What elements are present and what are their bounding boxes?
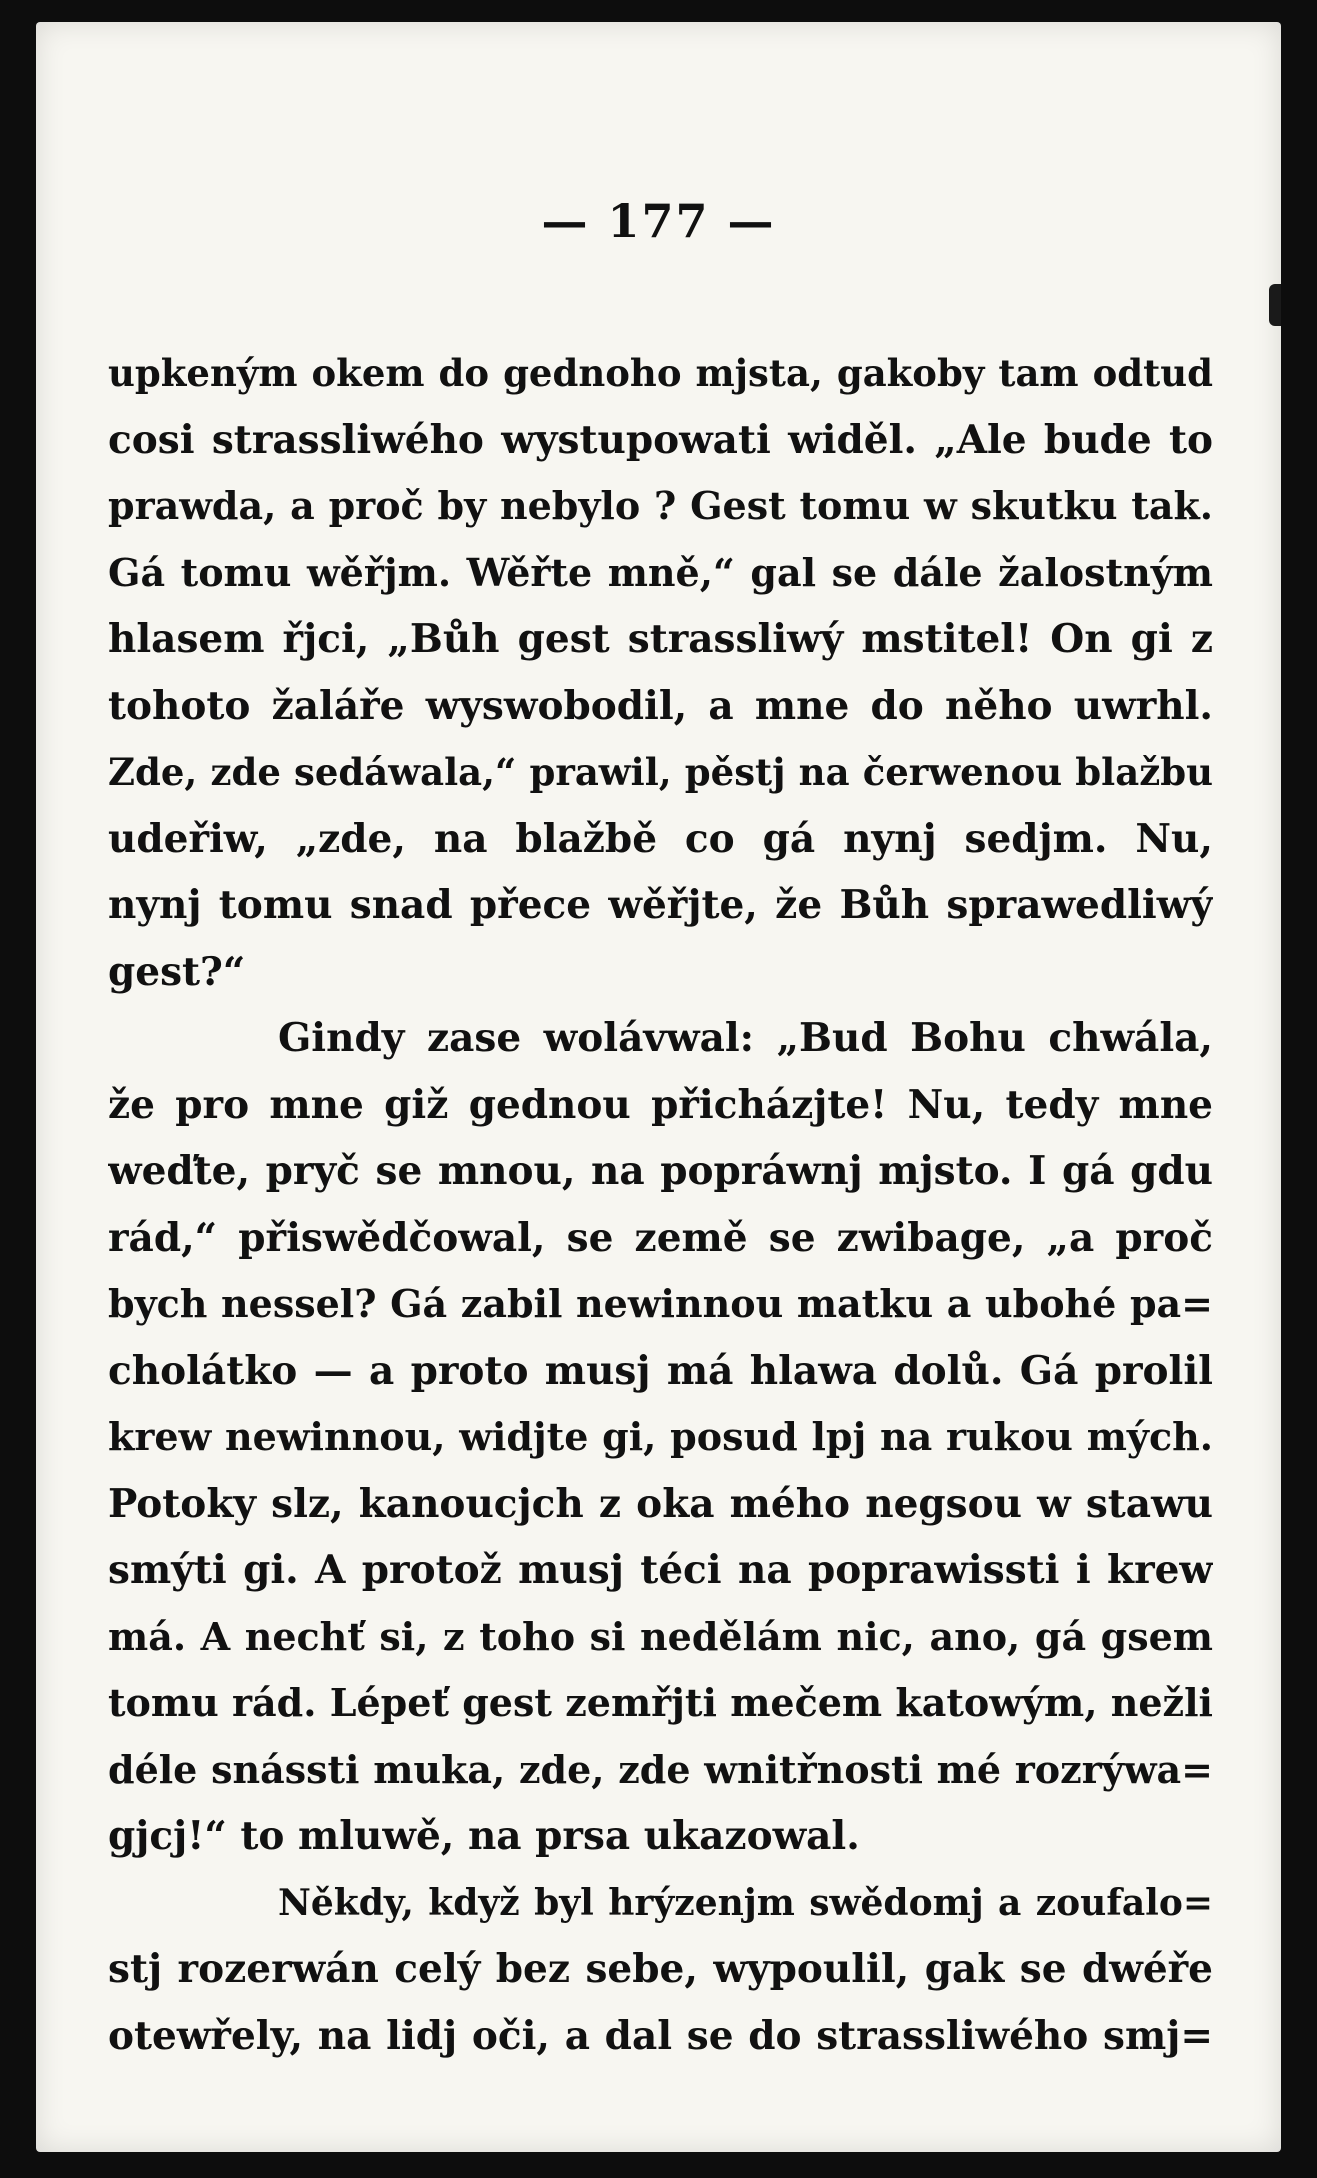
text-line: má. A nechť si, z toho si nedělám nic, ano, gá gsem: [108, 1613, 1213, 1659]
text-line: Zde, zde sedáwala,“ prawil, pěstj na čerwenou blažbu: [108, 750, 1213, 794]
text-line-paragraph-end: gest?“: [108, 948, 246, 995]
text-line: hlasem řjci, „Bůh gest strassliwý mstitel! On gi z: [108, 616, 1213, 662]
text-line-paragraph-end: gjcj!“ to mluwě, na prsa ukazowal.: [108, 1813, 860, 1859]
text-line: že pro mne giž gednou přicházjte! Nu, tedy mne: [108, 1081, 1213, 1128]
text-line: tomu rád. Lépeť gest zemřjti mečem katowým, nežli: [108, 1680, 1213, 1725]
text-line-paragraph-start: Někdy, když byl hrýzenjm swědomj a zoufalo=: [278, 1881, 1213, 1924]
text-line: stj rozerwán celý bez sebe, wypoulil, gak se dwéře: [108, 1946, 1213, 1992]
text-line: udeřiw, „zde, na blažbě co gá nynj sedjm. Nu,: [108, 815, 1213, 862]
text-line-paragraph-start: Gindy zase wolávwal: „Bud Bohu chwála,: [278, 1015, 1213, 1061]
text-line: krew newinnou, widjte gi, posud lpj na rukou mých.: [108, 1414, 1213, 1459]
text-line: rád,“ přiswědčowal, se země se zwibage, „a proč: [108, 1214, 1213, 1261]
text-line: bych nessel? Gá zabil newinnou matku a ubohé pa=: [108, 1281, 1213, 1326]
text-line: Potoky slz, kanoucjch z oka mého negsou w stawu: [108, 1480, 1213, 1527]
page-text: [108, 340, 1213, 2069]
book-page: [36, 22, 1281, 2152]
text-line: upkeným okem do gednoho mjsta, gakoby tam odtud: [108, 351, 1213, 395]
text-line: déle snássti muka, zde, zde wnitřnosti mé rozrýwa=: [108, 1746, 1213, 1792]
text-line: otewřely, na lidj oči, a dal se do strassliwého smj=: [108, 2012, 1213, 2059]
text-line: nynj tomu snad přece wěřjte, že Bůh sprawedliwý: [108, 882, 1213, 928]
page-number: — 177 —: [541, 194, 776, 248]
text-line: prawda, a proč by nebylo ? Gest tomu w skutku tak.: [108, 483, 1213, 528]
text-line: tohoto žaláře wyswobodil, a mne do něho uwrhl.: [108, 682, 1213, 729]
text-line: weďte, pryč se mnou, na popráwnj mjsto. I gá gdu: [108, 1148, 1213, 1194]
text-line: smýti gi. A protož musj téci na poprawissti i krew: [108, 1547, 1213, 1593]
text-line: cosi strassliwého wystupowati widěl. „Ale bude to: [108, 416, 1213, 463]
text-line: Gá tomu wěřjm. Wěřte mně,“ gal se dále žalostným: [108, 549, 1213, 595]
text-line: cholátko — a proto musj má hlawa dolů. Gá prolil: [108, 1347, 1213, 1394]
page-edge-mark: [1269, 284, 1281, 326]
